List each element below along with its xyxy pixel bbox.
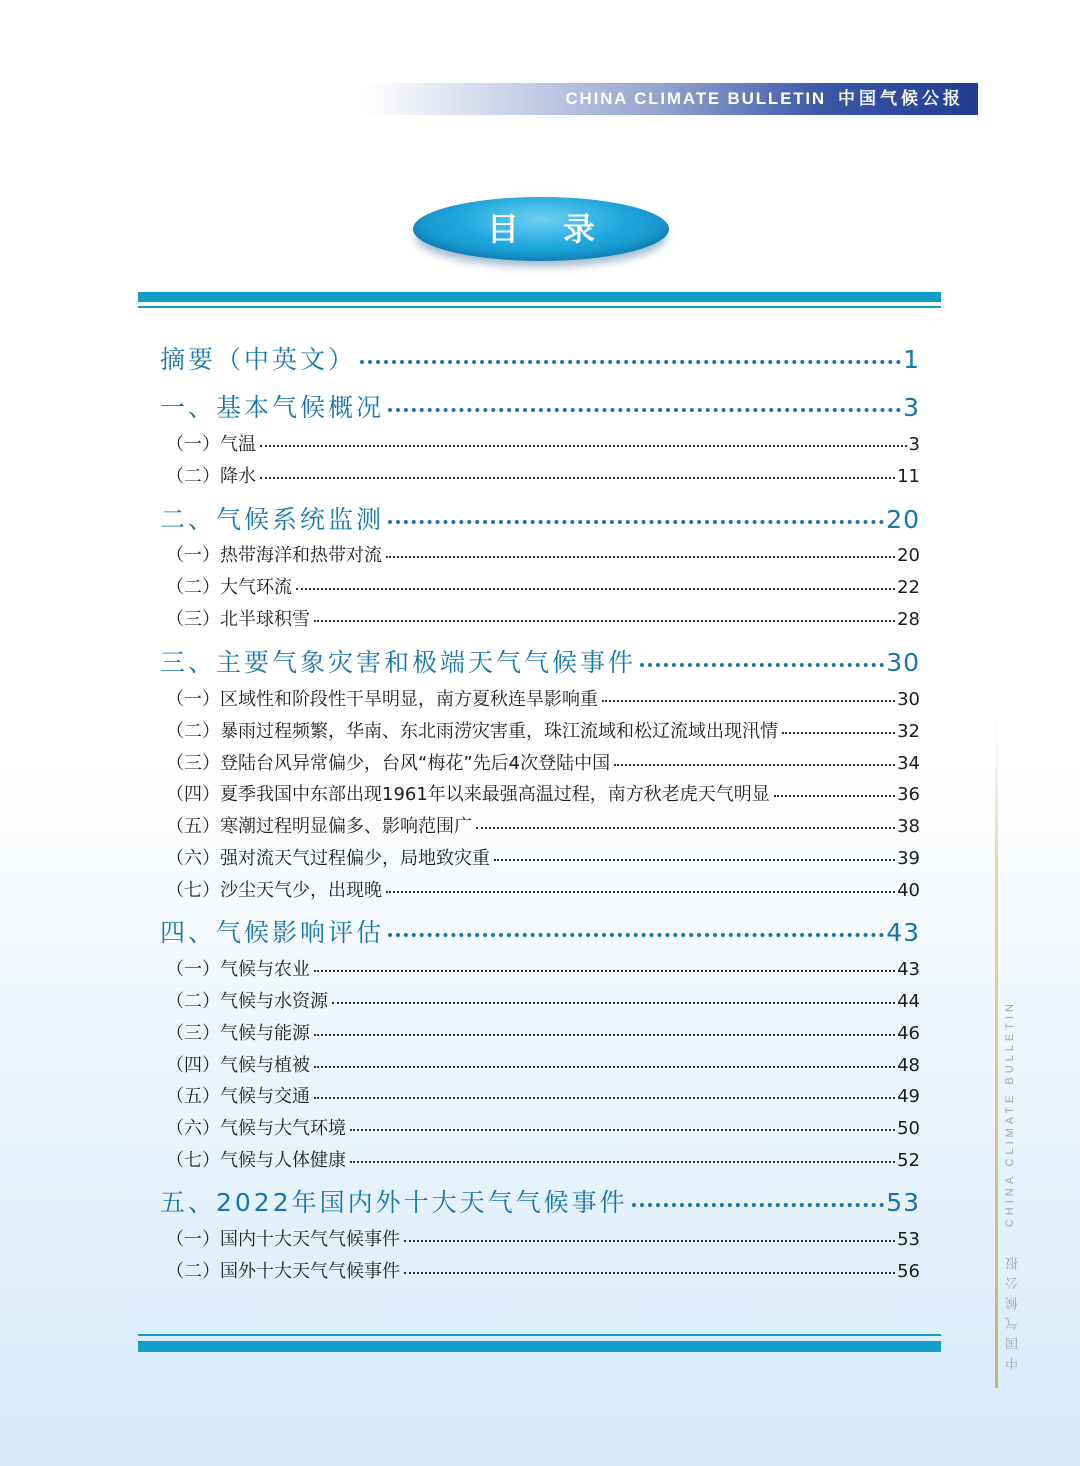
header-title-en: CHINA CLIMATE BULLETIN — [565, 89, 826, 108]
toc-entry-page: 22 — [897, 577, 920, 598]
toc-dot-leader — [632, 1203, 885, 1207]
toc-entry-3-5[interactable] — [166, 812, 920, 838]
toc-entry-page: 46 — [897, 1023, 920, 1044]
toc-entry-2-3[interactable] — [166, 605, 920, 631]
toc-entry-label: 五、2022年国内外十大天气气候事件 — [160, 1188, 628, 1217]
toc-dot-leader — [260, 477, 895, 479]
bottom-rule-thin — [138, 1334, 941, 1336]
toc-entry-label: （三）登陆台风异常偏少，台风“梅花”先后4次登陆中国 — [166, 753, 611, 774]
top-rule-thin — [138, 306, 941, 308]
toc-dot-leader — [640, 663, 884, 667]
toc-entry-label: 三、主要气象灾害和极端天气气候事件 — [160, 648, 637, 677]
toc-dot-leader — [386, 891, 895, 893]
toc-entry-page: 30 — [897, 689, 920, 710]
toc-entry-page: 20 — [886, 505, 920, 534]
toc-dot-leader — [404, 1272, 895, 1274]
toc-entry-page: 50 — [897, 1118, 920, 1139]
side-label — [1004, 1000, 1026, 1390]
toc-entry-page: 44 — [897, 991, 920, 1012]
toc-entry-label: （四）气候与植被 — [166, 1055, 310, 1076]
toc-dot-leader — [476, 827, 895, 829]
toc-entry-page: 1 — [903, 345, 920, 374]
toc-entry-3-7[interactable] — [166, 876, 920, 902]
toc-dot-leader — [260, 445, 907, 447]
toc-entry-label: （三）气候与能源 — [166, 1023, 310, 1044]
toc-entry-page: 11 — [897, 466, 920, 487]
toc-dot-leader — [494, 859, 895, 861]
toc-entry-page: 56 — [897, 1261, 920, 1282]
contents-title-badge — [413, 197, 669, 261]
toc-entry-page: 39 — [897, 848, 920, 869]
toc-entry-page: 48 — [897, 1055, 920, 1076]
toc-dot-leader — [314, 1034, 895, 1036]
toc-entry-label: 二、气候系统监测 — [160, 505, 385, 534]
toc-entry-section-5[interactable] — [160, 1183, 920, 1219]
toc-entry-label: （二）降水 — [166, 466, 256, 487]
header-title-cn: 中国气候公报 — [838, 89, 964, 109]
toc-entry-label: （一）气候与农业 — [166, 959, 310, 980]
toc-dot-leader — [782, 732, 895, 734]
toc-entry-3-4[interactable] — [166, 780, 920, 806]
toc-entry-abstract[interactable] — [160, 340, 920, 376]
toc-entry-page: 20 — [897, 545, 920, 566]
toc-dot-leader — [314, 620, 895, 622]
contents-title: 目录 — [486, 210, 639, 248]
header-title — [565, 83, 964, 115]
toc-dot-leader — [360, 360, 901, 364]
toc-entry-label: （二）气候与水资源 — [166, 991, 328, 1012]
side-gold-line — [995, 715, 998, 1388]
toc-entry-page: 28 — [897, 609, 920, 630]
toc-entry-label: （七）沙尘天气少，出现晚 — [166, 880, 382, 901]
toc-entry-5-2[interactable] — [166, 1257, 920, 1283]
toc-entry-1-2[interactable] — [166, 462, 920, 488]
toc-entry-3-2[interactable] — [166, 717, 920, 743]
toc-entry-label: （一）气温 — [166, 434, 256, 455]
toc-entry-5-1[interactable] — [166, 1225, 920, 1251]
toc-entry-label: 四、气候影响评估 — [160, 918, 385, 947]
toc-dot-leader — [774, 795, 895, 797]
toc-dot-leader — [332, 1002, 895, 1004]
toc-entry-section-2[interactable] — [160, 500, 920, 536]
toc-entry-label: （一）国内十大天气气候事件 — [166, 1229, 400, 1250]
toc-entry-page: 32 — [897, 721, 920, 742]
toc-dot-leader — [388, 408, 901, 412]
toc-dot-leader — [314, 970, 895, 972]
toc-dot-leader — [614, 764, 895, 766]
toc-entry-page: 49 — [897, 1086, 920, 1107]
toc-dot-leader — [386, 556, 895, 558]
side-label-cn: 中国气候公报 — [1006, 1250, 1021, 1370]
toc-entry-page: 36 — [897, 784, 920, 805]
toc-dot-leader — [350, 1161, 895, 1163]
toc-dot-leader — [314, 1066, 895, 1068]
toc-entry-label: （四）夏季我国中东部出现1961年以来最强高温过程，南方秋老虎天气明显 — [166, 784, 770, 805]
toc-entry-label: （一）热带海洋和热带对流 — [166, 545, 382, 566]
toc-entry-label: （二）大气环流 — [166, 577, 292, 598]
top-rule-thick — [138, 292, 941, 302]
toc-dot-leader — [404, 1240, 895, 1242]
toc-entry-2-2[interactable] — [166, 573, 920, 599]
toc-entry-4-7[interactable] — [166, 1146, 920, 1172]
toc-entry-page: 30 — [886, 648, 920, 677]
toc-entry-section-3[interactable] — [160, 643, 920, 679]
toc-dot-leader — [350, 1129, 895, 1131]
toc-entry-4-6[interactable] — [166, 1114, 920, 1140]
toc-dot-leader — [388, 520, 884, 524]
toc-entry-label: （五）寒潮过程明显偏多、影响范围广 — [166, 816, 472, 837]
toc-entry-label: （五）气候与交通 — [166, 1086, 310, 1107]
toc-entry-4-2[interactable] — [166, 987, 920, 1013]
toc-entry-3-1[interactable] — [166, 685, 920, 711]
toc-entry-page: 43 — [886, 918, 920, 947]
toc-entry-4-5[interactable] — [166, 1082, 920, 1108]
toc-entry-2-1[interactable] — [166, 541, 920, 567]
header-band — [365, 83, 978, 115]
toc-entry-label: （三）北半球积雪 — [166, 609, 310, 630]
toc-entry-page: 43 — [897, 959, 920, 980]
toc-dot-leader — [314, 1097, 895, 1099]
toc-entry-label: （二）国外十大天气气候事件 — [166, 1261, 400, 1282]
toc-entry-4-3[interactable] — [166, 1019, 920, 1045]
toc-entry-3-3[interactable] — [166, 749, 920, 775]
toc-entry-1-1[interactable] — [166, 430, 920, 456]
toc-entry-page: 3 — [903, 393, 920, 422]
toc-entry-label: （二）暴雨过程频繁，华南、东北雨涝灾害重，珠江流域和松辽流域出现汛情 — [166, 721, 778, 742]
toc-entry-page: 34 — [897, 753, 920, 774]
bottom-rule-thick — [138, 1341, 941, 1352]
toc-entry-page: 53 — [897, 1229, 920, 1250]
toc-entry-page: 52 — [897, 1150, 920, 1171]
toc-entry-label: （七）气候与人体健康 — [166, 1150, 346, 1171]
toc-dot-leader — [296, 588, 895, 590]
toc-dot-leader — [602, 700, 895, 702]
toc-entry-page: 3 — [908, 434, 920, 455]
toc-entry-4-4[interactable] — [166, 1051, 920, 1077]
toc-entry-label: 摘要（中英文） — [160, 345, 357, 374]
toc-entry-label: （一）区域性和阶段性干旱明显，南方夏秋连旱影响重 — [166, 689, 598, 710]
side-label-en: CHINA CLIMATE BULLETIN — [1004, 1000, 1016, 1228]
toc-entry-page: 53 — [886, 1188, 920, 1217]
toc-entry-page: 40 — [897, 880, 920, 901]
toc-entry-section-4[interactable] — [160, 913, 920, 949]
toc-entry-3-6[interactable] — [166, 844, 920, 870]
toc-entry-label: （六）强对流天气过程偏少，局地致灾重 — [166, 848, 490, 869]
toc-entry-label: （六）气候与大气环境 — [166, 1118, 346, 1139]
toc-entry-page: 38 — [897, 816, 920, 837]
toc-dot-leader — [388, 933, 884, 937]
toc-entry-label: 一、基本气候概况 — [160, 393, 385, 422]
toc-entry-section-1[interactable] — [160, 388, 920, 424]
toc-entry-4-1[interactable] — [166, 955, 920, 981]
